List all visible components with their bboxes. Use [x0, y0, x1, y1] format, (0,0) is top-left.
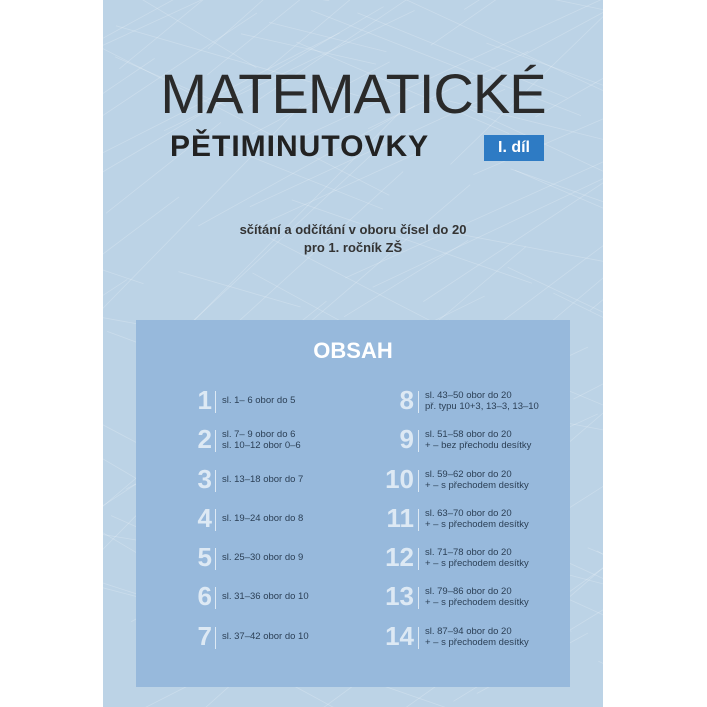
chapter-number: 1 — [197, 385, 212, 415]
chapter-number: 11 — [386, 502, 414, 533]
title-line-1: MATEMATICKÉ — [160, 62, 546, 125]
description-line: + – bez přechodu desítky — [425, 440, 532, 452]
separator-bar — [215, 509, 216, 531]
chapter-number: 6 — [197, 581, 212, 612]
separator-bar — [418, 548, 419, 570]
chapter-number: 4 — [197, 502, 212, 533]
description-line: sl. 51–58 obor do 20 — [425, 429, 512, 441]
description-line: sl. 59–62 obor do 20 — [425, 468, 512, 480]
chapter-number: 13 — [385, 581, 414, 612]
description-line: sl. 31–36 obor do 10 — [222, 591, 309, 603]
chapter-number: 5 — [197, 542, 212, 573]
separator-bar — [418, 587, 419, 609]
chapter-number: 7 — [197, 620, 212, 651]
description-line: + – s přechodem desítky — [425, 479, 529, 491]
description-line: + – s přechodem desítky — [425, 518, 529, 530]
description-line: př. typu 10+3, 13–3, 13–10 — [425, 401, 539, 412]
description-line: + – s přechodem desítky — [425, 558, 529, 570]
description-line: sl. 10–12 obor 0–6 — [222, 440, 301, 452]
chapter-description — [222, 513, 303, 524]
chapter-description — [222, 552, 303, 563]
description-line: sl. 79–86 obor do 20 — [425, 586, 512, 598]
separator-bar — [215, 587, 216, 609]
separator-bar — [418, 430, 419, 452]
volume-badge: I. díl — [484, 135, 544, 161]
chapter-description — [425, 626, 529, 648]
separator-bar — [215, 627, 216, 649]
chapter-number: 9 — [399, 424, 414, 455]
description-line: sl. 7– 9 obor do 6 — [222, 429, 296, 441]
description-line: sl. 13–18 obor do 7 — [222, 473, 304, 485]
book-cover — [103, 0, 603, 707]
chapter-description — [425, 508, 529, 530]
chapter-description — [425, 586, 529, 608]
chapter-description — [222, 395, 295, 406]
description-line: sl. 25–30 obor do 9 — [222, 552, 304, 564]
description-line: sl. 87–94 obor do 20 — [425, 625, 512, 637]
separator-bar — [418, 509, 419, 531]
description-line: sl. 1– 6 obor do 5 — [222, 395, 296, 406]
separator-bar — [418, 470, 419, 492]
chapter-description — [425, 547, 529, 569]
separator-bar — [215, 430, 216, 452]
chapter-description — [222, 631, 309, 642]
chapter-number: 10 — [385, 463, 414, 494]
separator-bar — [418, 391, 419, 413]
separator-bar — [215, 548, 216, 570]
description-line: sl. 43–50 obor do 20 — [425, 390, 512, 401]
separator-bar — [215, 470, 216, 492]
chapter-description — [425, 429, 531, 451]
chapter-number: 3 — [197, 463, 212, 494]
contents-heading: OBSAH — [313, 338, 393, 363]
chapter-number: 14 — [385, 620, 414, 651]
description-line: + – s přechodem desítky — [425, 636, 529, 648]
subtitle-line-2: pro 1. ročník ZŠ — [303, 240, 403, 255]
chapter-description — [425, 469, 529, 491]
subtitle-line-1: sčítání a odčítání v oboru čísel do 20 — [239, 222, 467, 237]
chapter-number: 12 — [385, 542, 414, 573]
chapter-description — [222, 591, 309, 602]
chapter-number: 2 — [197, 424, 212, 455]
chapter-description — [425, 390, 539, 412]
separator-bar — [418, 627, 419, 649]
description-line: + – s přechodem desítky — [425, 597, 529, 609]
chapter-description — [222, 474, 303, 485]
description-line: sl. 19–24 obor do 8 — [222, 512, 304, 524]
description-line: sl. 63–70 obor do 20 — [425, 507, 512, 519]
separator-bar — [215, 391, 216, 413]
title-line-2: PĚTIMINUTOVKY — [170, 130, 430, 163]
description-line: sl. 37–42 obor do 10 — [222, 630, 309, 642]
chapter-description — [222, 429, 301, 451]
description-line: sl. 71–78 obor do 20 — [425, 547, 512, 559]
contents-panel — [136, 320, 570, 687]
chapter-number: 8 — [399, 385, 414, 415]
